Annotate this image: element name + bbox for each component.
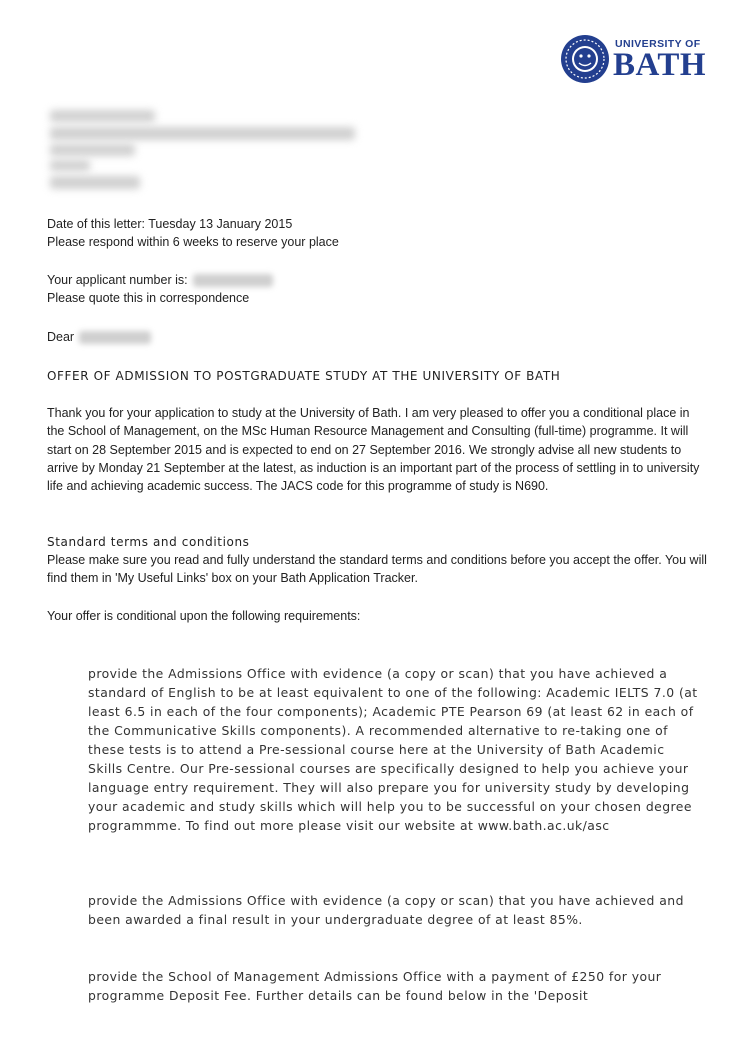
requirement-english: provide the Admissions Office with evidence (a copy or scan) that you have achieved a standard of English to be at least equivalent to one of the following: Academic IELTS 7.0 (at least 6.5 in each of the four components); Academic PTE Pearson 69 (at least 62 in each of the Communicative Skills components). A recommended alternative to re-taking one of these tests is to attend a Pre-sessional course here at the University of Bath Academic Skills Centre. Our Pre-sessional courses are specifically designed to help you achieve your language entry requirement. They will also prepare you for university study by developing your academic and study skills which will help you to be successful on your chosen degree programmme. To find out more please visit our website at www.bath.ac.uk/asc: [88, 666, 698, 833]
conditional-intro: Your offer is conditional upon the following requirements:: [47, 609, 361, 623]
terms-paragraph: Please make sure you read and fully understand the standard terms and conditions before you accept the offer. You will find them in 'My Useful Links' box on your Bath Application Tracker.: [47, 553, 707, 586]
terms-heading: Standard terms and conditions: [47, 535, 250, 549]
quote-instruction: Please quote this in correspondence: [47, 291, 250, 305]
salutation-line: [47, 328, 151, 346]
logo-main-text: BATH: [613, 47, 707, 83]
applicant-number-label: Your applicant number is:: [47, 273, 188, 287]
applicant-number-line: [47, 271, 273, 289]
respond-deadline: Please respond within 6 weeks to reserve your place: [47, 235, 339, 249]
university-logo: [560, 34, 707, 84]
intro-paragraph: Thank you for your application to study at the University of Bath. I am very pleased to offer you a conditional place in the School of Management, on the MSc Human Resource Management and Consulting (full-time) programme. It will start on 28 September 2015 and is expected to end on 27 September 2016. We strongly advise all new students to arrive by Monday 21 September at the latest, as induction is an important part of the process of settling in to university life and achieving academic success. The JACS code for this programme of study is N690.: [47, 406, 700, 494]
redacted-applicant-number: [193, 274, 273, 287]
offer-title: OFFER OF ADMISSION TO POSTGRADUATE STUDY AT THE UNIVERSITY OF BATH: [47, 369, 561, 383]
requirement-deposit: provide the School of Management Admissions Office with a payment of £250 for your programme Deposit Fee. Further details can be found below in the 'Deposit: [88, 969, 662, 1003]
letter-date: Date of this letter: Tuesday 13 January 2015: [47, 217, 293, 231]
university-seal-icon: [560, 34, 610, 84]
logo-top-text: UNIVERSITY OF: [615, 38, 701, 50]
redacted-recipient-name: [79, 331, 151, 344]
requirement-degree: provide the Admissions Office with evidence (a copy or scan) that you have achieved and been awarded a final result in your undergraduate degree of at least 85%.: [88, 893, 684, 927]
salutation: Dear: [47, 330, 75, 344]
